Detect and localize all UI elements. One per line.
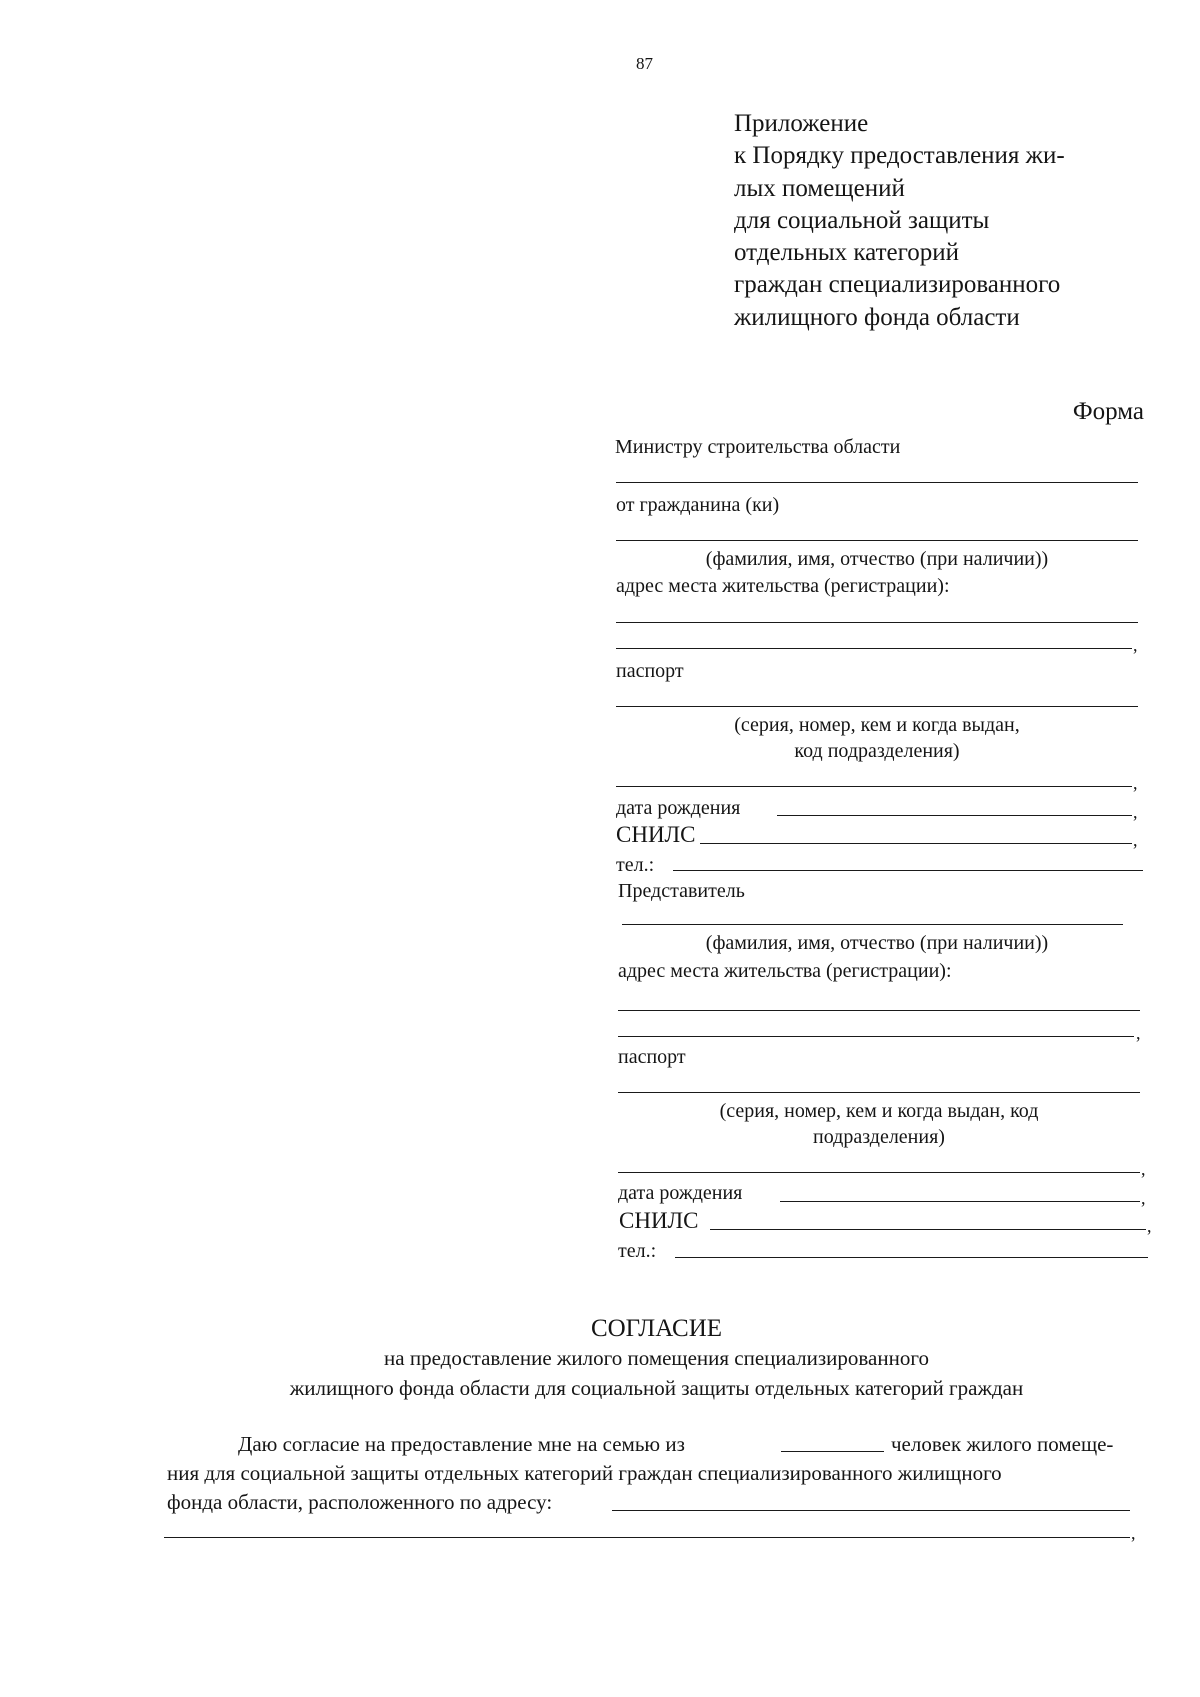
passport-hint-2: код подразделения) bbox=[794, 740, 960, 762]
fill-line-address-2[interactable] bbox=[164, 1537, 1130, 1538]
form-label: Форма bbox=[1072, 398, 1144, 425]
appendix-line: граждан специализированного bbox=[734, 271, 1061, 299]
rep-snils-label: СНИЛС bbox=[619, 1208, 699, 1233]
rep-passport-hint-2: подразделения) bbox=[813, 1126, 945, 1148]
fio-hint: (фамилия, имя, отчество (при наличии)) bbox=[705, 548, 1049, 570]
fill-line-address-2[interactable] bbox=[616, 648, 1132, 649]
fill-line-rep-snils[interactable] bbox=[710, 1229, 1146, 1230]
consent-subtitle-1: на предоставление жилого помещения специализированного bbox=[384, 1346, 929, 1370]
fill-line-birth-date[interactable] bbox=[777, 815, 1132, 816]
rep-address-label: адрес места жительства (регистрации): bbox=[618, 960, 952, 982]
consent-paragraph-line-1b: человек жилого помеще- bbox=[891, 1432, 1114, 1456]
snils-label: СНИЛС bbox=[616, 822, 696, 847]
consent-paragraph-line-2: ния для социальной защиты отдельных категорий граждан специализированного жилищного bbox=[167, 1461, 1002, 1485]
fill-line-rep-phone[interactable] bbox=[675, 1257, 1148, 1258]
fill-line-rep-passport-2[interactable] bbox=[618, 1172, 1140, 1173]
fill-line-phone[interactable] bbox=[673, 870, 1143, 871]
fill-line-passport[interactable] bbox=[616, 706, 1138, 707]
comma: , bbox=[1141, 1159, 1146, 1179]
fill-line-address[interactable] bbox=[612, 1510, 1130, 1511]
fill-line-passport-2[interactable] bbox=[616, 786, 1132, 787]
comma: , bbox=[1133, 802, 1138, 822]
from-citizen-label: от гражданина (ки) bbox=[616, 494, 780, 516]
appendix-line: Приложение bbox=[734, 110, 869, 137]
appendix-line: жилищного фонда области bbox=[734, 303, 1020, 331]
fill-line-snils[interactable] bbox=[700, 843, 1132, 844]
comma: , bbox=[1133, 830, 1138, 850]
comma: , bbox=[1147, 1216, 1152, 1236]
appendix-block bbox=[734, 108, 1174, 334]
rep-passport-label: паспорт bbox=[618, 1046, 686, 1068]
fill-line-rep-passport[interactable] bbox=[618, 1092, 1140, 1093]
phone-label: тел.: bbox=[616, 854, 655, 876]
appendix-line: для социальной защиты bbox=[734, 206, 990, 234]
comma: , bbox=[1141, 1188, 1146, 1208]
comma: , bbox=[1133, 635, 1138, 655]
rep-passport-hint-1: (серия, номер, кем и когда выдан, код bbox=[719, 1100, 1039, 1122]
appendix-line: отдельных категорий bbox=[734, 239, 960, 267]
fill-line-rep-birth-date[interactable] bbox=[780, 1201, 1140, 1202]
passport-hint-1: (серия, номер, кем и когда выдан, bbox=[734, 714, 1020, 736]
consent-paragraph-line-1a: Даю согласие на предоставление мне на семью из bbox=[238, 1432, 685, 1456]
consent-paragraph-line-3: фонда области, расположенного по адресу: bbox=[167, 1490, 553, 1514]
fill-line-rep-address-1[interactable] bbox=[618, 1010, 1140, 1011]
comma: , bbox=[1131, 1523, 1136, 1543]
appendix-line: лых помещений bbox=[734, 174, 905, 202]
fill-line-family-size[interactable] bbox=[781, 1451, 884, 1452]
fill-line-fio[interactable] bbox=[616, 540, 1138, 541]
birth-date-label: дата рождения bbox=[616, 797, 741, 819]
fill-line-ministry[interactable] bbox=[616, 482, 1138, 483]
comma: , bbox=[1136, 1023, 1141, 1043]
address-label: адрес места жительства (регистрации): bbox=[616, 575, 950, 597]
rep-birth-date-label: дата рождения bbox=[618, 1182, 743, 1204]
fill-line-rep-address-2[interactable] bbox=[618, 1036, 1134, 1037]
appendix-line: к Порядку предоставления жи- bbox=[734, 142, 1065, 170]
rep-phone-label: тел.: bbox=[618, 1240, 657, 1262]
addressee-to: Министру строительства области bbox=[615, 436, 901, 458]
comma: , bbox=[1133, 773, 1138, 793]
fill-line-rep-fio[interactable] bbox=[622, 924, 1123, 925]
representative-label: Представитель bbox=[618, 880, 745, 902]
page-number: 87 bbox=[636, 54, 653, 73]
consent-title: СОГЛАСИЕ bbox=[590, 1315, 723, 1342]
consent-subtitle-2: жилищного фонда области для социальной защиты отдельных категорий граждан bbox=[289, 1376, 1024, 1400]
rep-fio-hint: (фамилия, имя, отчество (при наличии)) bbox=[705, 932, 1049, 954]
fill-line-address-1[interactable] bbox=[616, 622, 1138, 623]
passport-label: паспорт bbox=[616, 660, 684, 682]
